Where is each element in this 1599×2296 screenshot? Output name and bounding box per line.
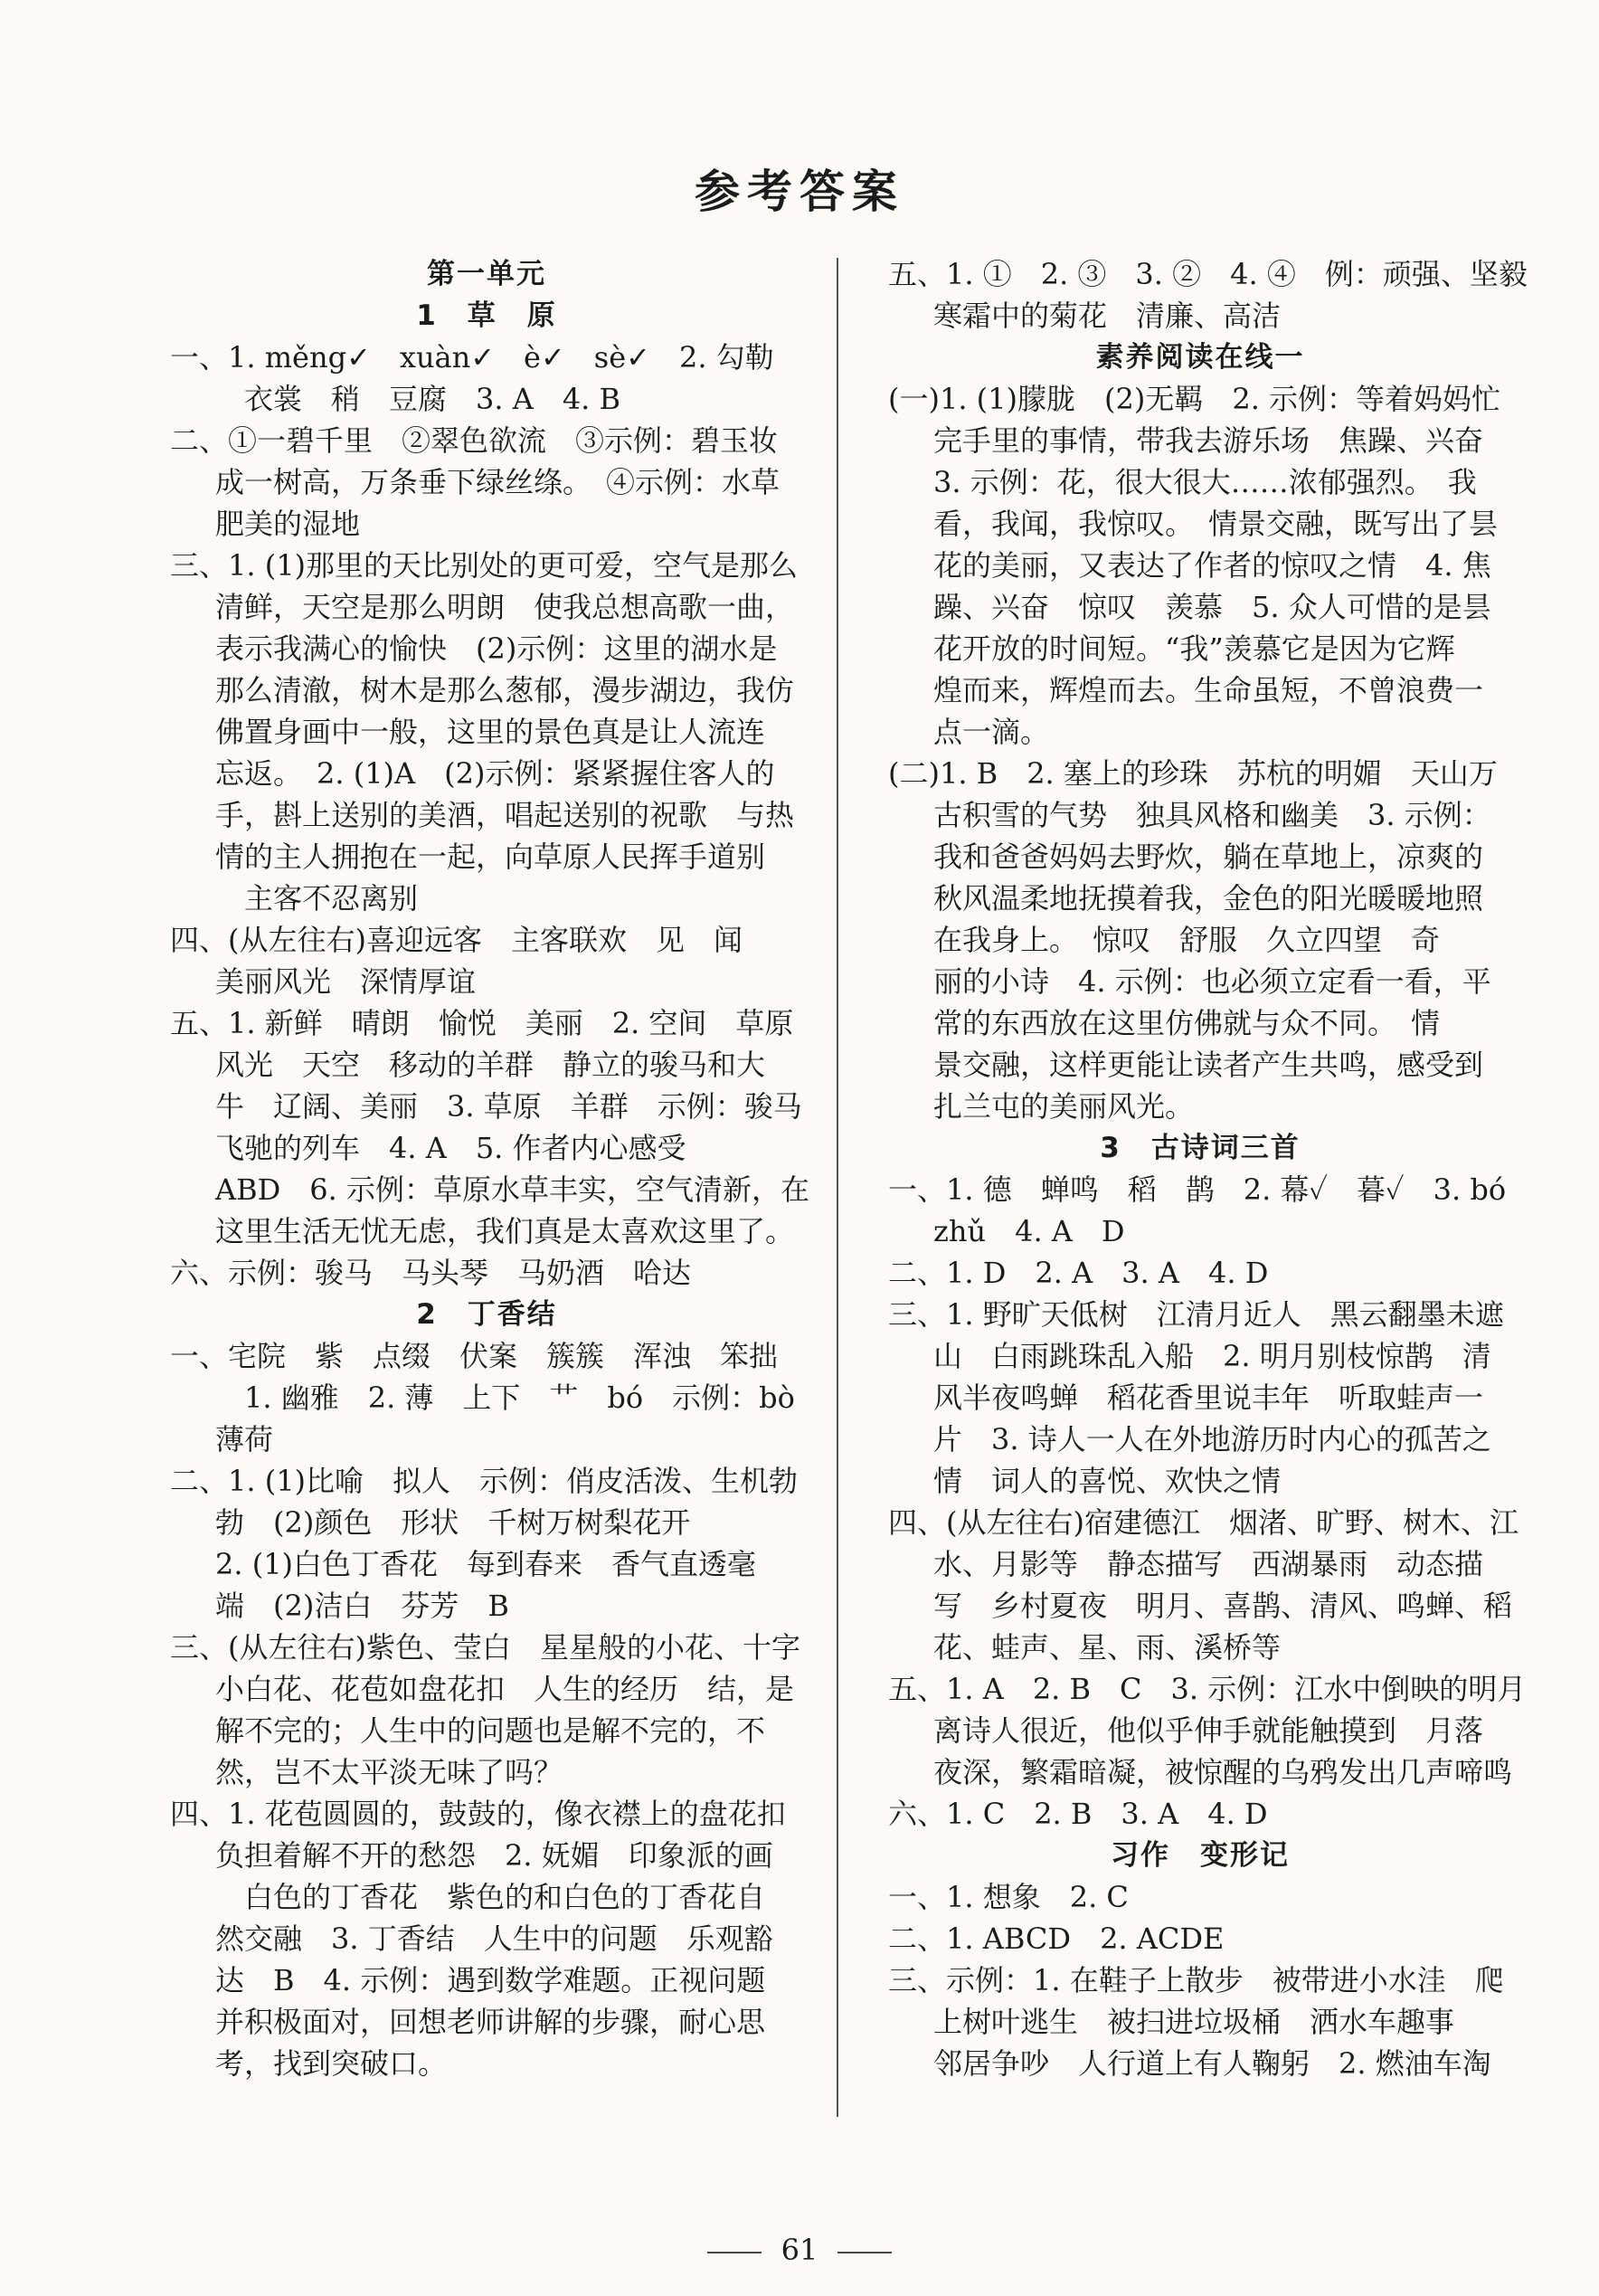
answer-block bbox=[888, 1876, 1512, 1918]
answer-line: 牛 辽阔、美丽 3. 草原 羊群 示例：骏马 bbox=[215, 1089, 802, 1124]
answer-line: 看，我闻，我惊叹。 情景交融，既写出了昙 bbox=[933, 507, 1499, 541]
section-heading: 3 古诗词三首 bbox=[1100, 1132, 1301, 1164]
answer-line: 离诗人很近，他似乎伸手就能触摸到 月落 bbox=[933, 1713, 1484, 1748]
answer-line: (一)1. (1)朦胧 (2)无羁 2. 示例：等着妈妈忙 bbox=[888, 382, 1501, 416]
answer-block bbox=[170, 1460, 803, 1627]
answer-line: 六、1. C 2. B 3. A 4. D bbox=[888, 1797, 1268, 1831]
answer-line: 忘返。 2. (1)A (2)示例：紧紧握住客人的 bbox=[215, 756, 775, 791]
answer-block bbox=[888, 1169, 1512, 1252]
answer-block bbox=[170, 1252, 803, 1294]
answer-block bbox=[170, 919, 803, 1002]
section-heading: 素养阅读在线一 bbox=[1095, 341, 1305, 374]
page-number-text: 61 bbox=[781, 2233, 818, 2267]
answer-line: 情的主人拥抱在一起，向草原人民挥手道别 bbox=[215, 840, 766, 874]
answer-block bbox=[170, 545, 803, 919]
answer-line: 四、(从左往右)宿建德江 烟渚、旷野、树木、江 bbox=[888, 1505, 1519, 1540]
answer-line: 这里生活无忧无虑，我们真是太喜欢这里了。 bbox=[215, 1214, 795, 1248]
page-number-dash-right bbox=[837, 2252, 892, 2253]
answer-line: 1. 幽雅 2. 薄 上下 艹 bó 示例：bò bbox=[215, 1380, 795, 1415]
answer-line: 花、蛙声、星、雨、溪桥等 bbox=[933, 1630, 1282, 1665]
answer-line: 那么清澈，树木是那么葱郁，漫步湖边，我仿 bbox=[215, 673, 795, 707]
answer-line: 二、1. (1)比喻 拟人 示例：俏皮活泼、生机勃 bbox=[170, 1464, 799, 1498]
answer-line: 景交融，这样更能让读者产生共鸣，感受到 bbox=[933, 1048, 1484, 1082]
answer-line: 衣裳 稍 豆腐 3. A 4. B bbox=[215, 382, 621, 416]
answer-block bbox=[170, 1627, 803, 1793]
answer-line: 薄荷 bbox=[215, 1422, 274, 1456]
answer-line: 五、1. A 2. B C 3. 示例：江水中倒映的明月 bbox=[888, 1672, 1527, 1706]
answer-line: 一、1. 想象 2. C bbox=[888, 1880, 1129, 1914]
answer-block bbox=[888, 1918, 1512, 1959]
answer-line: 负担着解不开的愁怨 2. 妩媚 印象派的画 bbox=[215, 1838, 773, 1873]
answer-line: 二、1. ABCD 2. ACDE bbox=[888, 1921, 1225, 1956]
answer-line: 夜深，繁霜暗凝，被惊醒的乌鸦发出几声啼鸣 bbox=[933, 1755, 1513, 1789]
answer-line: 一、1. 德 蝉鸣 稻 鹊 2. 幕✓ 暮✓ 3. bó bbox=[888, 1172, 1507, 1207]
answer-line: 五、1. 新鲜 晴朗 愉悦 美丽 2. 空间 草原 bbox=[170, 1006, 794, 1040]
answer-line: 风光 天空 移动的羊群 静立的骏马和大 bbox=[215, 1048, 766, 1082]
answer-line: 三、1. (1)那里的天比别处的更可爱，空气是那么 bbox=[170, 548, 799, 583]
answer-line: 达 B 4. 示例：遇到数学难题。正视问题 bbox=[215, 1963, 766, 1997]
answer-line: 邻居争吵 人行道上有人鞠躬 2. 燃油车淘 bbox=[933, 2046, 1491, 2081]
answer-line: 清鲜，天空是那么明朗 使我总想高歌一曲， bbox=[215, 590, 795, 624]
answer-line: 主客不忍离别 bbox=[215, 881, 419, 916]
answer-line: 然交融 3. 丁香结 人生中的问题 乐观豁 bbox=[215, 1921, 773, 1956]
answer-line: 寒霜中的菊花 清廉、高洁 bbox=[933, 299, 1282, 333]
answer-line: 五、1. ① 2. ③ 3. ② 4. ④ 例：顽强、坚毅 bbox=[888, 257, 1528, 291]
answer-line: 飞驰的列车 4. A 5. 作者内心感受 bbox=[215, 1131, 686, 1165]
answer-block bbox=[170, 1002, 809, 1252]
answer-line: 扎兰屯的美丽风光。 bbox=[933, 1089, 1195, 1124]
answer-line: 并积极面对，回想老师讲解的步骤，耐心思 bbox=[215, 2005, 766, 2039]
answer-line: 小白花、花苞如盘花扣 人生的经历 结，是 bbox=[215, 1672, 795, 1706]
left-column bbox=[170, 253, 809, 2084]
answer-line: 然，岂不太平淡无味了吗？ bbox=[215, 1755, 563, 1789]
answer-line: 丽的小诗 4. 示例：也必须立定看一看，平 bbox=[933, 964, 1491, 999]
answer-line: 秋风温柔地抚摸着我，金色的阳光暖暖地照 bbox=[933, 881, 1484, 916]
answer-line: 片 3. 诗人一人在外地游历时内心的孤苦之 bbox=[933, 1422, 1491, 1456]
answer-block bbox=[888, 1793, 1512, 1835]
section-heading: 第一单元 bbox=[427, 258, 546, 290]
answer-line: 在我身上。 惊叹 舒服 久立四望 奇 bbox=[933, 923, 1441, 957]
section-heading: 习作 变形记 bbox=[1111, 1839, 1290, 1872]
answer-line: 水、月影等 静态描写 西湖暴雨 动态描 bbox=[933, 1547, 1484, 1581]
answer-line: 手，斟上送别的美酒，唱起送别的祝歌 与热 bbox=[215, 798, 795, 832]
answer-line: 考，找到突破口。 bbox=[215, 2046, 448, 2081]
answer-line: 二、1. D 2. A 3. A 4. D bbox=[888, 1256, 1269, 1290]
answer-line: 一、宅院 紫 点缀 伏案 簇簇 浑浊 笨拙 bbox=[170, 1339, 779, 1373]
answer-block bbox=[888, 378, 1512, 753]
answer-line: 四、(从左往右)喜迎远客 主客联欢 见 闻 bbox=[170, 923, 743, 957]
section-heading: 1 草 原 bbox=[416, 299, 557, 332]
answer-line: 古积雪的气势 独具风格和幽美 3. 示例： bbox=[933, 798, 1491, 832]
answer-line: 表示我满心的愉快 (2)示例：这里的湖水是 bbox=[215, 631, 778, 666]
answer-line: 一、1. měng✓ xuàn✓ è✓ sè✓ 2. 勾勒 bbox=[170, 340, 774, 375]
answer-block bbox=[170, 1793, 803, 2084]
answer-block bbox=[888, 1502, 1519, 1668]
page-number-dash-left bbox=[707, 2252, 762, 2253]
answer-line: 写 乡村夏夜 明月、喜鹊、清风、鸣蝉、稻 bbox=[933, 1589, 1513, 1623]
page-number bbox=[0, 2233, 1599, 2267]
answer-line: 风半夜鸣蝉 稻花香里说丰年 听取蛙声一 bbox=[933, 1380, 1484, 1415]
answer-line: 解不完的；人生中的问题也是解不完的，不 bbox=[215, 1713, 766, 1748]
answer-line: 煌而来，辉煌而去。生命虽短，不曾浪费一 bbox=[933, 673, 1484, 707]
answer-line: 情 词人的喜悦、欢快之情 bbox=[933, 1464, 1282, 1498]
answer-line: 2. (1)白色丁香花 每到春来 香气直透毫 bbox=[215, 1547, 757, 1581]
answer-line: 六、示例：骏马 马头琴 马奶酒 哈达 bbox=[170, 1256, 692, 1290]
answer-block bbox=[170, 337, 803, 420]
answer-line: 完手里的事情，带我去游乐场 焦躁、兴奋 bbox=[933, 423, 1484, 458]
answer-block bbox=[888, 1252, 1512, 1294]
answer-line: ABD 6. 示例：草原水草丰实，空气清新，在 bbox=[215, 1172, 809, 1207]
answer-line: 常的东西放在这里仿佛就与众不同。 情 bbox=[933, 1006, 1441, 1040]
section-heading: 2 丁香结 bbox=[416, 1298, 557, 1331]
answer-block bbox=[888, 753, 1512, 1127]
answer-block bbox=[888, 1294, 1512, 1502]
page-title: 参考答案 bbox=[695, 166, 904, 218]
answer-line: 点一滴。 bbox=[933, 715, 1050, 749]
answer-line: 躁、兴奋 惊叹 羡慕 5. 众人可惜的是昙 bbox=[933, 590, 1491, 624]
answer-block bbox=[888, 1668, 1527, 1793]
answer-line: 三、1. 野旷天低树 江清月近人 黑云翻墨未遮 bbox=[888, 1297, 1504, 1332]
answer-line: 三、(从左往右)紫色、莹白 星星般的小花、十字 bbox=[170, 1630, 800, 1665]
answer-line: 山 白雨跳珠乱入船 2. 明月别枝惊鹊 清 bbox=[933, 1339, 1491, 1373]
answer-line: 美丽风光 深情厚谊 bbox=[215, 964, 477, 999]
answer-line: 白色的丁香花 紫色的和白色的丁香花自 bbox=[215, 1880, 766, 1914]
answer-line: 佛置身画中一般，这里的景色真是让人流连 bbox=[215, 715, 766, 749]
answer-line: 勃 (2)颜色 形状 千树万树梨花开 bbox=[215, 1505, 691, 1540]
answer-line: 花开放的时间短。“我”羡慕它是因为它辉 bbox=[933, 631, 1455, 666]
answer-line: 肥美的湿地 bbox=[215, 507, 361, 541]
answer-line: 上树叶逃生 被扫进垃圾桶 洒水车趣事 bbox=[933, 2005, 1455, 2039]
answer-line: 端 (2)洁白 芬芳 B bbox=[215, 1589, 509, 1623]
answer-line: 四、1. 花苞圆圆的，鼓鼓的，像衣襟上的盘花扣 bbox=[170, 1797, 786, 1831]
answer-line: zhǔ 4. A D bbox=[933, 1214, 1125, 1248]
answer-line: 成一树高，万条垂下绿丝绦。 ④示例：水草 bbox=[215, 465, 781, 499]
answer-line: 3. 示例：花，很大很大……浓郁强烈。 我 bbox=[933, 465, 1477, 499]
answer-line: 二、①一碧千里 ②翠色欲流 ③示例：碧玉妆 bbox=[170, 423, 779, 458]
column-divider bbox=[837, 258, 838, 2117]
answer-block bbox=[888, 253, 1528, 337]
answer-line: 三、示例：1. 在鞋子上散步 被带进小水洼 爬 bbox=[888, 1963, 1504, 1997]
answer-line: (二)1. B 2. 塞上的珍珠 苏杭的明媚 天山万 bbox=[888, 756, 1498, 791]
answer-block bbox=[170, 1335, 803, 1460]
right-column bbox=[888, 253, 1528, 2084]
answer-line: 花的美丽，又表达了作者的惊叹之情 4. 焦 bbox=[933, 548, 1491, 583]
answer-block bbox=[888, 1959, 1512, 2084]
answer-line: 我和爸爸妈妈去野炊，躺在草地上，凉爽的 bbox=[933, 840, 1484, 874]
answer-block bbox=[170, 420, 803, 545]
